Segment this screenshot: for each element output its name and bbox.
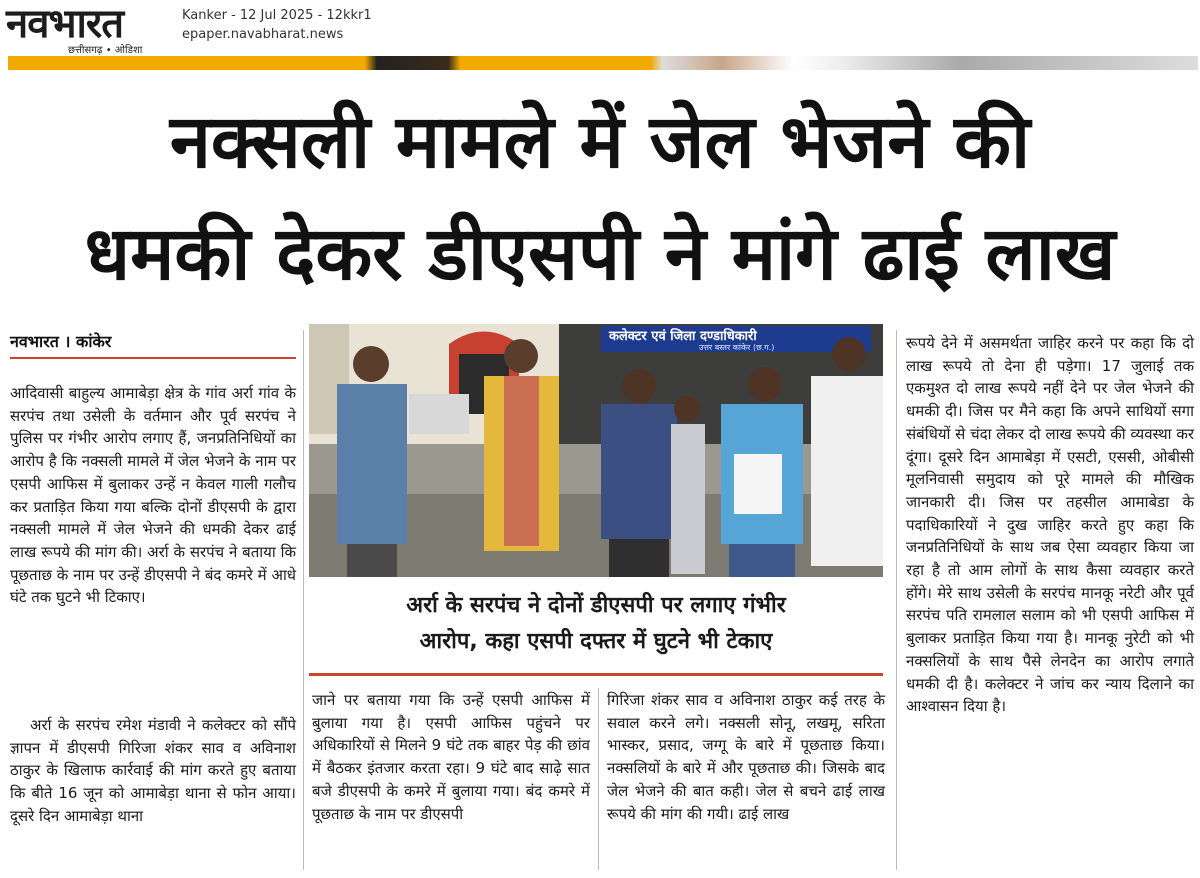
news-photo: [309, 324, 883, 577]
column-divider: [896, 330, 897, 870]
column-divider: [303, 330, 304, 870]
brand-region: छत्तीसगढ़ • ओडिशा: [68, 45, 143, 56]
photo-illustration: [309, 324, 883, 577]
caption-line-2: आरोप, कहा एसपी दफ्तर में घुटने भी टेकाए: [419, 629, 773, 654]
paragraph: आदिवासी बाहुल्य आमाबेड़ा क्षेत्र के गांव अर्रा गांव के सरपंच तथा उसेली के वर्तमान और पूर्व सरपंच ने पुलिस पर गंभीर आरोप लगाए हैं, जनप्रतिनिधियों का आरोप है कि नक्सली मामले में जेल भेजने के नाम पर एसपी आफिस में बुलाकर उन्हें न केवल गाली गलौच कर प्रताड़ित किया गया बल्कि दोनों डीएसपी के द्वारा नक्सली मामले में जेल भेजने की धमकी देकर ढाई लाख रूपये की मांग की। अर्रा के सरपंच ने बताया कि पूछताछ के नाम पर उन्हें डीएसपी ने बंद कमरे में आधे घंटे तक घुटने भी टिकाए।: [10, 384, 296, 607]
top-image-strip: [8, 56, 1198, 70]
masthead: [0, 0, 1200, 56]
article-column-2: [312, 689, 590, 825]
photo-caption: [309, 588, 883, 660]
article-column-1-continued: [10, 714, 296, 828]
edition-line: Kanker - 12 Jul 2025 - 12kkr1: [182, 8, 372, 23]
site-url[interactable]: epaper.navabharat.news: [182, 27, 344, 42]
headline-line-2: धमकी देकर डीएसपी ने मांगे ढाई लाख: [84, 211, 1116, 297]
byline-rule: [10, 357, 296, 359]
sign-subtext: उत्तर बस्तर कांकेर (छ.ग.): [699, 343, 775, 352]
article-column-4: [906, 332, 1194, 718]
caption-line-1: अर्रा के सरपंच ने दोनों डीएसपी पर लगाए गंभीर: [406, 593, 786, 618]
sign-text: कलेक्टर एवं जिला दण्डाधिकारी: [609, 329, 757, 344]
article-column-1: [10, 382, 296, 609]
article-column-3: [607, 689, 885, 825]
byline: नवभारत । कांकेर: [10, 332, 112, 351]
brand-logo: नवभारत: [6, 1, 124, 47]
column-divider: [598, 688, 599, 870]
paragraph: जाने पर बताया गया कि उन्हें एसपी आफिस में बुलाया गया है। एसपी आफिस पहुंचने पर अधिकारियों से मिलने 9 घंटे तक बाहर पेड़ की छांव में बैठकर इंतजार करता रहा। 9 घंटे बाद साढ़े सात बजे डीएसपी के कमरे में बुलाया गया। बंद कमरे में पूछताछ के नाम पर डीएसपी: [312, 691, 590, 823]
paragraph: गिरिजा शंकर साव व अविनाश ठाकुर कई तरह के सवाल करने लगे। नक्सली सोनू, लखमू, सरिता भास्कर, प्रसाद, जग्गू के बारे में पूछताछ किया। नक्सलियों के बारे में और पूछताछ की। जिसके बाद जेल भेजने की बात कही। जेल से बचने ढाई लाख रूपये की मांग की गयी। ढाई लाख: [607, 691, 885, 823]
paragraph: रूपये देने में असमर्थता जाहिर करने पर कहा कि दो लाख रूपये तो देना ही पड़ेगा। 17 जुलाई तक एकमुश्त दो लाख रूपये नहीं देने पर जेल भेजने की धमकी दी। जिस पर मैने कहा कि अपने साथियों सगा संबंधियों से चंदा लेकर दो लाख रूपये की व्यवस्था कर दूंगा। दूसरे दिन आमाबेड़ा में एसटी, एससी, ओबीसी मूलनिवासी समुदाय को पूरे मामले की मौखिक जानकारी दी। जिस पर तहसील आमाबेडा के पदाधिकारियों ने दुख जाहिर करते हुए कहा कि जनप्रतिनिधियों के साथ जब ऐसा व्यवहार किया जा रहा है तो आम लोगों के साथ कैसा व्यवहार करते होंगे। मेरे साथ उसेली के सरपंच मानकू नरेटी और पूर्व सरपंच पति रामलाल सलाम को भी एसपी आफिस में बुलाकर प्रताड़ित किया गया है। मानकू नुरेटी को भी नक्सलियों के साथ पैसे लेनदेन का आरोप लगाते धमकी दी है। कलेक्टर ने जांच कर न्याय दिलाने का आश्वासन दिया है।: [906, 334, 1194, 716]
caption-rule: [309, 673, 883, 676]
paragraph: अर्रा के सरपंच रमेश मंडावी ने कलेक्टर को सौंपे ज्ञापन में डीएसपी गिरिजा शंकर साव व अविनाश ठाकुर के खिलाफ कार्रवाई की मांग करते हुए बताया कि बीते 16 जून को आमाबेड़ा थाना से फोन आया। दूसरे दिन आमाबेड़ा थाना: [10, 716, 296, 825]
headline-line-1: नक्सली मामले में जेल भेजने की: [169, 99, 1031, 185]
